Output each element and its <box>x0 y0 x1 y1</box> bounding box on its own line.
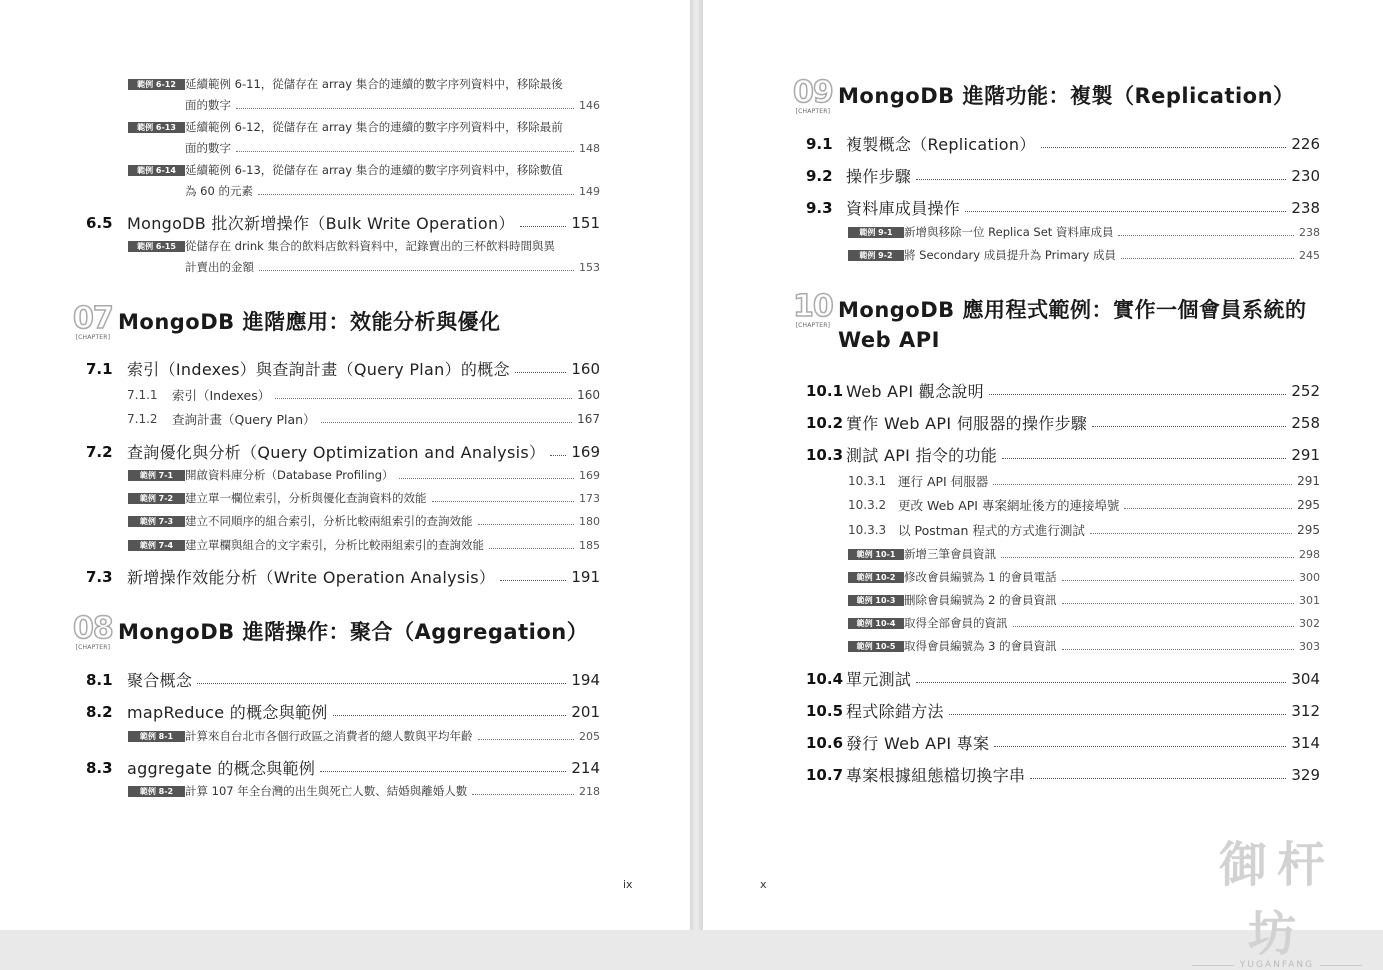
dot-leader <box>916 682 1286 683</box>
section-number: 10.4 <box>806 669 844 688</box>
section-title: 測試 API 指令的功能 <box>846 446 998 465</box>
section-number: 9.2 <box>806 166 833 185</box>
example-badge: 範例 7-1 <box>128 470 185 481</box>
section-page: 291 <box>1291 445 1320 464</box>
toc-example[interactable] <box>848 569 1320 585</box>
dot-leader <box>472 794 574 795</box>
dot-leader <box>197 683 566 684</box>
example-page: 205 <box>579 729 600 743</box>
example-text-continuation: 為 60 的元素 <box>185 184 253 198</box>
section-number: 10.5 <box>806 701 844 720</box>
section-page: 312 <box>1291 701 1320 720</box>
toc-example-continuation[interactable] <box>185 183 600 199</box>
book-gutter <box>690 0 703 930</box>
example-badge: 範例 7-4 <box>128 540 185 551</box>
section-number: 10.1 <box>806 381 844 400</box>
section-page: 151 <box>571 213 600 232</box>
right-page <box>703 0 1383 930</box>
example-text: 修改會員編號為 1 的會員電話 <box>904 570 1057 584</box>
section-title: 發行 Web API 專案 <box>846 734 990 753</box>
section-page: 226 <box>1291 134 1320 153</box>
example-text: 計算來自台北市各個行政區之消費者的總人數與平均年齡 <box>185 729 473 743</box>
watermark-english: YUGANFANG <box>1239 960 1315 970</box>
chapter-number: 09 <box>793 75 833 110</box>
example-badge: 範例 6-13 <box>128 122 185 133</box>
section-title: 聚合概念 <box>127 671 193 690</box>
dot-leader <box>993 484 1292 485</box>
dot-leader <box>478 524 575 525</box>
example-badge: 範例 9-2 <box>848 250 904 261</box>
chapter-number-block <box>793 75 833 115</box>
toc-example[interactable] <box>848 592 1320 608</box>
example-text: 開啟資料庫分析（Database Profiling） <box>185 468 394 482</box>
section-title: 專案根據組態檔切換字串 <box>846 766 1026 785</box>
toc-example[interactable] <box>848 224 1320 240</box>
section-number: 9.1 <box>806 134 833 153</box>
toc-section[interactable] <box>86 668 600 691</box>
example-text: 延續範例 6-12，從儲存在 array 集合的連續的數字序列資料中，移除最前 <box>185 120 563 134</box>
example-page: 185 <box>579 538 600 552</box>
dot-leader <box>989 394 1286 395</box>
dot-leader <box>994 746 1286 747</box>
section-title: mapReduce 的概念與範例 <box>127 703 328 722</box>
section-page: 194 <box>571 670 600 689</box>
example-page: 180 <box>579 514 600 528</box>
example-text: 取得會員編號為 3 的會員資訊 <box>904 639 1057 653</box>
toc-section[interactable] <box>806 763 1320 786</box>
toc-example-continuation[interactable] <box>185 97 600 113</box>
toc-section[interactable] <box>806 443 1320 466</box>
example-badge: 範例 9-1 <box>848 227 904 238</box>
section-number: 7.1 <box>86 359 113 378</box>
watermark <box>1192 826 1362 970</box>
toc-section[interactable] <box>806 731 1320 754</box>
example-text: 取得全部會員的資訊 <box>904 616 1008 630</box>
toc-example[interactable] <box>128 513 600 529</box>
dot-leader <box>333 715 567 716</box>
chapter-title: MongoDB 進階功能：複製（Replication） <box>838 84 1295 108</box>
section-title: MongoDB 批次新增操作（Bulk Write Operation） <box>127 214 515 233</box>
section-page: 238 <box>1291 198 1320 217</box>
section-title: 查詢優化與分析（Query Optimization and Analysis） <box>127 443 546 462</box>
section-title: Web API 觀念說明 <box>846 382 984 401</box>
toc-subsection[interactable] <box>127 386 600 404</box>
section-title: 單元測試 <box>846 670 912 689</box>
toc-section[interactable] <box>806 699 1320 722</box>
chapter-number: 08 <box>73 611 113 646</box>
example-badge: 範例 6-12 <box>128 79 185 90</box>
example-badge: 範例 7-2 <box>128 493 185 504</box>
section-page: 329 <box>1291 765 1320 784</box>
dot-leader <box>258 194 574 195</box>
example-badge: 範例 8-1 <box>128 731 185 742</box>
section-number: 6.5 <box>86 213 113 232</box>
example-text: 建立單一欄位索引，分析與優化查詢資料的效能 <box>185 491 427 505</box>
example-badge: 範例 7-3 <box>128 516 185 527</box>
toc-section[interactable] <box>86 440 600 463</box>
toc-example[interactable] <box>128 119 600 135</box>
subsection-number: 10.3.2 <box>848 498 887 512</box>
dot-leader <box>965 211 1286 212</box>
section-title: 索引（Indexes）與查詢計畫（Query Plan）的概念 <box>127 360 510 379</box>
dot-leader <box>1062 603 1294 604</box>
section-page: 258 <box>1291 413 1320 432</box>
example-page: 153 <box>579 260 600 274</box>
dot-leader <box>1062 580 1294 581</box>
dot-leader <box>550 455 566 456</box>
dot-leader <box>259 270 574 271</box>
section-page: 304 <box>1291 669 1320 688</box>
chapter-title: MongoDB 進階操作：聚合（Aggregation） <box>118 620 589 644</box>
toc-example-continuation[interactable] <box>185 140 600 156</box>
example-text: 建立不同順序的組合索引，分析比較兩組索引的查詢效能 <box>185 514 473 528</box>
example-page: 245 <box>1299 248 1320 262</box>
dot-leader <box>489 548 574 549</box>
toc-example[interactable] <box>848 638 1320 654</box>
example-page: 149 <box>579 184 600 198</box>
chapter-title: MongoDB 應用程式範例：實作一個會員系統的 <box>838 298 1307 322</box>
dot-leader <box>1118 235 1294 236</box>
toc-section[interactable] <box>806 411 1320 434</box>
subsection-number: 7.1.2 <box>127 412 158 426</box>
subsection-page: 295 <box>1297 498 1320 512</box>
toc-example[interactable] <box>128 76 600 92</box>
example-page: 298 <box>1299 547 1320 561</box>
section-page: 201 <box>571 702 600 721</box>
chapter-number-block <box>73 611 113 651</box>
dot-leader <box>432 501 575 502</box>
example-page: 146 <box>579 98 600 112</box>
section-page: 214 <box>571 758 600 777</box>
dot-leader <box>399 478 575 479</box>
example-text: 延續範例 6-13，從儲存在 array 集合的連續的數字序列資料中，移除數值 <box>185 163 563 177</box>
toc-section[interactable] <box>806 164 1320 187</box>
example-text: 新增三筆會員資訊 <box>904 547 996 561</box>
toc-example[interactable] <box>128 783 600 799</box>
example-badge: 範例 6-15 <box>128 241 185 252</box>
toc-example-continuation[interactable] <box>185 259 600 275</box>
toc-example[interactable] <box>128 238 600 254</box>
section-number: 10.7 <box>806 765 844 784</box>
subsection-page: 167 <box>577 412 600 426</box>
example-page: 218 <box>579 784 600 798</box>
subsection-title: 更改 Web API 專案網址後方的連接埠號 <box>898 498 1120 513</box>
example-text: 從儲存在 drink 集合的飲料店飲料資料中，記錄賣出的三杯飲料時間與異 <box>185 239 555 253</box>
toc-example[interactable] <box>128 490 600 506</box>
example-text: 計算 107 年全台灣的出生與死亡人數、結婚與離婚人數 <box>185 784 468 798</box>
example-text: 建立單欄與組合的文字索引，分析比較兩組索引的查詢效能 <box>185 538 484 552</box>
section-page: 252 <box>1291 381 1320 400</box>
toc-example[interactable] <box>128 537 600 553</box>
section-title: 複製概念（Replication） <box>846 135 1036 154</box>
dot-leader <box>1090 533 1292 534</box>
section-number: 10.3 <box>806 445 844 464</box>
example-text: 將 Secondary 成員提升為 Primary 成員 <box>904 248 1116 262</box>
dot-leader <box>1092 426 1286 427</box>
toc-example[interactable] <box>128 728 600 744</box>
dot-leader <box>1124 508 1292 509</box>
section-title: 程式除錯方法 <box>846 702 944 721</box>
example-text-continuation: 面的數字 <box>185 98 231 112</box>
example-page: 302 <box>1299 616 1320 630</box>
chapter-number-block <box>73 301 113 341</box>
example-page: 173 <box>579 491 600 505</box>
example-badge: 範例 10-1 <box>848 549 904 560</box>
example-page: 148 <box>579 141 600 155</box>
toc-section[interactable] <box>806 132 1320 155</box>
toc-section[interactable] <box>86 756 600 779</box>
dot-leader <box>236 108 574 109</box>
dot-leader <box>520 226 567 227</box>
subsection-title: 運行 API 伺服器 <box>898 474 989 489</box>
dot-leader <box>1002 458 1286 459</box>
subsection-number: 10.3.1 <box>848 474 887 488</box>
section-title: 操作步驟 <box>846 167 912 186</box>
toc-section[interactable] <box>86 700 600 723</box>
example-text: 延續範例 6-11，從儲存在 array 集合的連續的數字序列資料中，移除最後 <box>185 77 563 91</box>
section-page: 191 <box>571 567 600 586</box>
example-text-continuation: 計賣出的金額 <box>185 260 254 274</box>
dot-leader <box>916 179 1286 180</box>
toc-section[interactable] <box>86 565 600 588</box>
toc-subsection[interactable] <box>848 496 1320 514</box>
toc-example[interactable] <box>848 247 1320 263</box>
dot-leader <box>275 398 572 399</box>
chapter-number-block <box>793 289 833 329</box>
dot-leader <box>500 580 566 581</box>
chapter-title: MongoDB 進階應用：效能分析與優化 <box>118 310 501 334</box>
dot-leader <box>320 771 566 772</box>
toc-section[interactable] <box>86 357 600 380</box>
section-number: 8.3 <box>86 758 113 777</box>
dot-leader <box>1041 147 1287 148</box>
subsection-page: 291 <box>1297 474 1320 488</box>
section-page: 230 <box>1291 166 1320 185</box>
toc-example[interactable] <box>848 615 1320 631</box>
example-page: 300 <box>1299 570 1320 584</box>
example-badge: 範例 10-3 <box>848 595 904 606</box>
toc-section[interactable] <box>806 196 1320 219</box>
toc-section[interactable] <box>806 667 1320 690</box>
dot-leader <box>478 739 575 740</box>
dot-leader <box>1121 258 1294 259</box>
chapter-title-line2: Web API <box>838 328 940 352</box>
subsection-page: 295 <box>1297 523 1320 537</box>
section-title: 資料庫成員操作 <box>846 199 961 218</box>
example-text: 刪除會員編號為 2 的會員資訊 <box>904 593 1057 607</box>
toc-subsection[interactable] <box>848 521 1320 539</box>
section-number: 7.2 <box>86 442 113 461</box>
section-number: 8.1 <box>86 670 113 689</box>
toc-subsection[interactable] <box>127 410 600 428</box>
subsection-number: 10.3.3 <box>848 523 887 537</box>
section-number: 8.2 <box>86 702 113 721</box>
watermark-chinese: 御杆坊 <box>1218 837 1335 962</box>
chapter-tag: [CHAPTER] <box>75 334 111 341</box>
dot-leader <box>321 422 573 423</box>
subsection-title: 查詢計畫（Query Plan） <box>172 412 316 427</box>
toc-section[interactable] <box>86 211 600 234</box>
chapter-number: 07 <box>73 301 113 336</box>
dot-leader <box>1062 649 1294 650</box>
section-page: 314 <box>1291 733 1320 752</box>
chapter-tag: [CHAPTER] <box>75 644 111 651</box>
example-page: 169 <box>579 468 600 482</box>
toc-example[interactable] <box>128 162 600 178</box>
left-page-number: ix <box>623 878 633 891</box>
toc-section[interactable] <box>806 379 1320 402</box>
example-badge: 範例 6-14 <box>128 165 185 176</box>
example-page: 303 <box>1299 639 1320 653</box>
section-number: 9.3 <box>806 198 833 217</box>
section-number: 10.6 <box>806 733 844 752</box>
dot-leader <box>515 372 567 373</box>
example-text-continuation: 面的數字 <box>185 141 231 155</box>
right-page-number: x <box>760 878 767 891</box>
section-number: 7.3 <box>86 567 113 586</box>
example-badge: 範例 10-4 <box>848 618 904 629</box>
chapter-number: 10 <box>793 289 833 324</box>
example-badge: 範例 10-2 <box>848 572 904 583</box>
dot-leader <box>1001 557 1294 558</box>
example-page: 301 <box>1299 593 1320 607</box>
chapter-tag: [CHAPTER] <box>795 322 831 329</box>
subsection-title: 以 Postman 程式的方式進行測試 <box>898 523 1085 538</box>
subsection-page: 160 <box>577 388 600 402</box>
dot-leader <box>1013 626 1295 627</box>
subsection-number: 7.1.1 <box>127 388 158 402</box>
dot-leader <box>236 151 574 152</box>
section-page: 169 <box>571 442 600 461</box>
dot-leader <box>1030 778 1286 779</box>
toc-example[interactable] <box>848 546 1320 562</box>
section-page: 160 <box>571 359 600 378</box>
example-page: 238 <box>1299 225 1320 239</box>
subsection-title: 索引（Indexes） <box>172 388 271 403</box>
section-title: 實作 Web API 伺服器的操作步驟 <box>846 414 1088 433</box>
section-title: aggregate 的概念與範例 <box>127 759 316 778</box>
dot-leader <box>949 714 1287 715</box>
toc-example[interactable] <box>128 467 600 483</box>
chapter-tag: [CHAPTER] <box>795 108 831 115</box>
example-badge: 範例 8-2 <box>128 786 185 797</box>
left-page <box>0 0 690 930</box>
section-number: 10.2 <box>806 413 844 432</box>
toc-subsection[interactable] <box>848 472 1320 490</box>
section-title: 新增操作效能分析（Write Operation Analysis） <box>127 568 496 587</box>
example-text: 新增與移除一位 Replica Set 資料庫成員 <box>904 225 1114 239</box>
example-badge: 範例 10-5 <box>848 641 904 652</box>
